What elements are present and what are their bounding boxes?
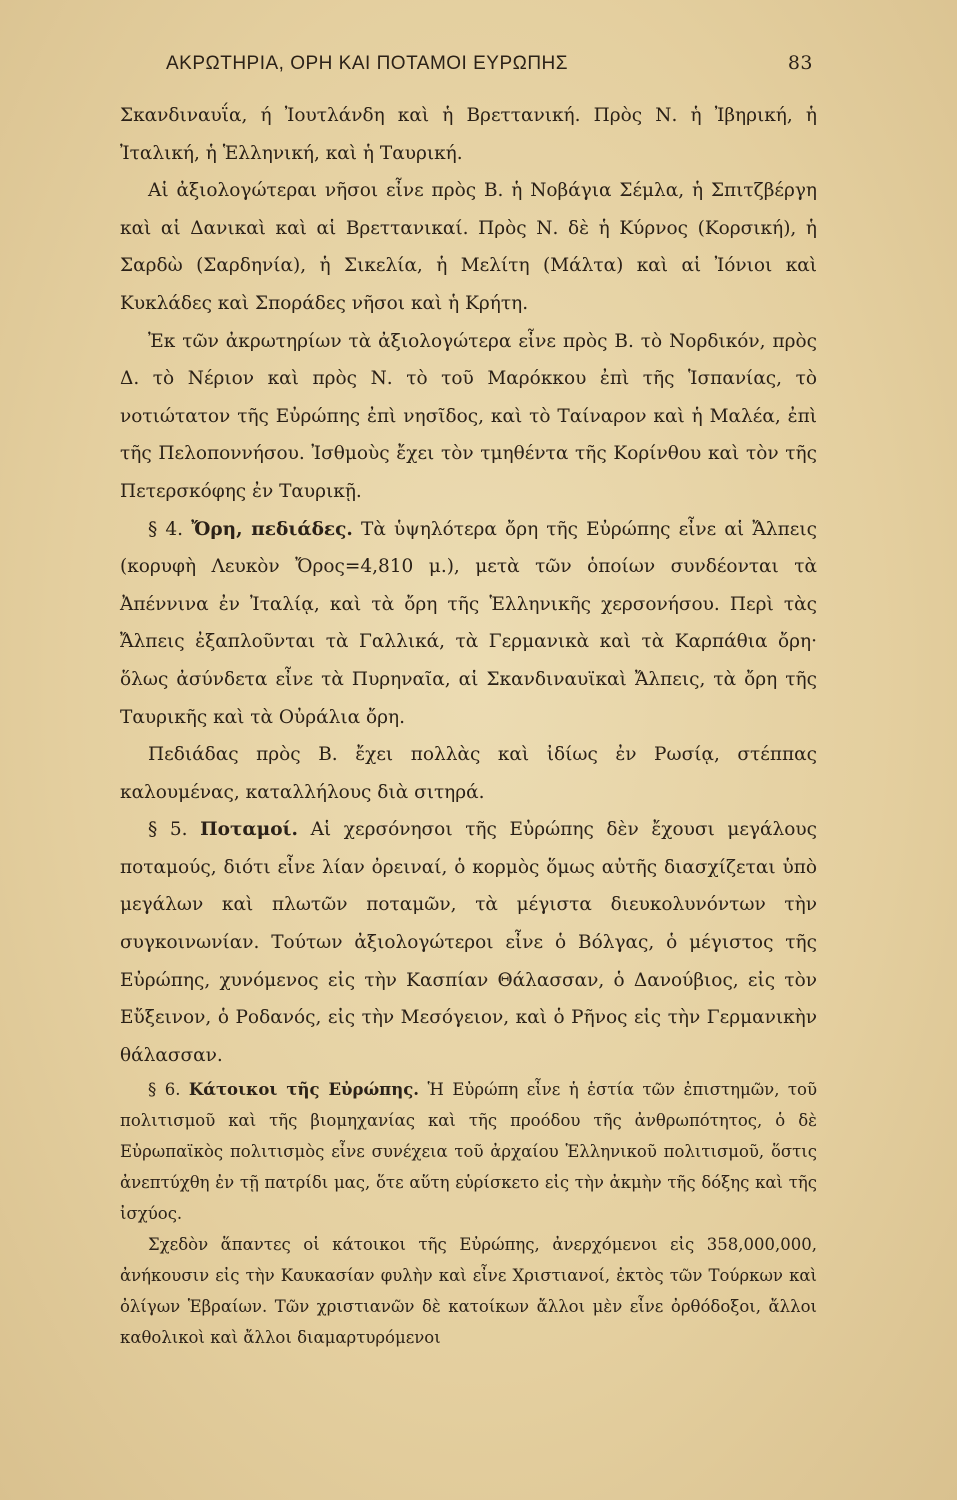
paragraph-rivers: § 5. Ποταμοί. Αἱ χερσόνησοι τῆς Εὐρώπης δὲν ἔχουσι μεγάλους ποταμούς, διότι εἶνε λίαν ὀρειναί, ὁ κορμὸς ὅμως αὐτῆς διασχίζεται ὑπὸ μεγάλων καὶ πλωτῶν ποταμῶν, τὰ μέγιστα διευκολυνόντων τὴν συγκοινωνίαν. Τούτων ἀξιολογώτεροι εἶνε ὁ Βόλγας, ὁ μέγιστος τῆς Εὐρώπης, χυνόμενος εἰς τὴν Κασπίαν Θάλασσαν, ὁ Δανούβιος, εἰς τὸν Εὔξεινον, ὁ Ροδανός, εἰς τὴν Μεσόγειον, καὶ ὁ Ρῆνος εἰς τὴν Γερμανικὴν θάλασσαν. bbox=[120, 819, 817, 1066]
running-title: ΑΚΡΩΤΗΡΙΑ, ΟΡΗ ΚΑΙ ΠΟΤΑΜΟΙ ΕΥΡΩΠΗΣ bbox=[166, 53, 569, 74]
section-title-mountains: Ὄρη, πεδιάδες. bbox=[191, 518, 353, 540]
section-number: § 4. bbox=[148, 518, 184, 540]
page-number: 83 bbox=[787, 52, 813, 74]
paragraph-population: Σχεδὸν ἅπαντες οἱ κάτοικοι τῆς Εὐρώπης, ἀνερχόμενοι εἰς 358,000,000, ἀνήκουσιν εἰς τὴν Καυκασίαν φυλὴν καὶ εἶνε Χριστιανοί, ἐκτὸς τῶν Τούρκων καὶ ὀλίγων Ἑβραίων. Τῶν χριστιανῶν δὲ κατοίκων ἄλλοι μὲν εἶνε ὀρθόδοξοι, ἄλλοι καθολικοὶ καὶ ἄλλοι διαμαρτυρόμενοι bbox=[120, 1235, 817, 1348]
paragraph-islands: Αἱ ἀξιολογώτεραι νῆσοι εἶνε πρὸς Β. ἡ Νοβάγια Σέμλα, ἡ Σπιτζβέργη καὶ αἱ Δανικαὶ καὶ αἱ Βρεττανικαί. Πρὸς Ν. δὲ ἡ Κύρνος (Κορσική), ἡ Σαρδὼ (Σαρδηνία), ἡ Σικελία, ἡ Μελίτη (Μάλτα) καὶ αἱ Ἰόνιοι καὶ Κυκλάδες καὶ Σποράδες νῆσοι καὶ ἡ Κρήτη. bbox=[120, 180, 817, 314]
running-header bbox=[120, 52, 817, 75]
paragraph-peninsulas: Σκανδιναυΐα, ή Ἰουτλάνδη καὶ ἡ Βρεττανική. Πρὸς Ν. ἡ Ἰβηρική, ἡ Ἰταλική, ἡ Ἑλληνική, καὶ ἡ Ταυρική. bbox=[120, 105, 817, 164]
section-title-rivers: Ποταμοί. bbox=[200, 819, 298, 841]
paragraph-capes: Ἐκ τῶν ἀκρωτηρίων τὰ ἀξιολογώτερα εἶνε πρὸς Β. τὸ Νορδικόν, πρὸς Δ. τὸ Νέριον καὶ πρὸς Ν. τὸ τοῦ Μαρόκκου ἐπὶ τῆς Ἱσπανίας, τὸ νοτιώτατον τῆς Εὐρώπης ἐπὶ νησῖδος, καὶ τὸ Ταίναρον καὶ ἡ Μαλέα, ἐπὶ τῆς Πελοποννήσου. Ἰσθμοὺς ἔχει τὸν τμηθέντα τῆς Κορίνθου καὶ τὸν τῆς Πετερσκόφης ἐν Ταυρικῇ. bbox=[120, 330, 817, 502]
paragraph-plains: Πεδιάδας πρὸς Β. ἔχει πολλὰς καὶ ἰδίως ἐν Ρωσίᾳ, στέππας καλουμένας, καταλλήλους διὰ σιτηρά. bbox=[120, 744, 817, 803]
section-title-inhabitants: Κάτοικοι τῆς Εὐρώπης. bbox=[188, 1080, 420, 1100]
section-number: § 6. bbox=[148, 1080, 181, 1100]
section-number: § 5. bbox=[148, 819, 188, 841]
paragraph-inhabitants: § 6. Κάτοικοι τῆς Εὐρώπης. Ἡ Εὐρώπη εἶνε ἡ ἑστία τῶν ἐπιστημῶν, τοῦ πολιτισμοῦ καὶ τῆς βιομηχανίας καὶ τῆς προόδου τῆς ἀνθρωπότητος, ὁ δὲ Εὐρωπαϊκὸς πολιτισμὸς εἶνε συνέχεια τοῦ ἀρχαίου Ἑλληνικοῦ πολιτισμοῦ, ὅστις ἀνεπτύχθη ἐν τῇ πατρίδι μας, ὅτε αὕτη εὑρίσκετο εἰς τὴν ἀκμὴν τῆς δόξης καὶ τῆς ἰσχύος. bbox=[120, 1080, 817, 1224]
paragraph-mountains: § 4. Ὄρη, πεδιάδες. Τὰ ὑψηλότερα ὄρη τῆς Εὐρώπης εἶνε αἱ Ἄλπεις (κορυφὴ Λευκὸν Ὄρος=4,810 μ.), μετὰ τῶν ὁποίων συνδέονται τὰ Ἀπέννινα ἐν Ἰταλίᾳ, καὶ τὰ ὄρη τῆς Ἑλληνικῆς χερσονήσου. Περὶ τὰς Ἄλπεις ἐξαπλοῦνται τὰ Γαλλικά, τὰ Γερμανικὰ καὶ τὰ Καρπάθια ὄρη· ὅλως ἀσύνδετα εἶνε τὰ Πυρηναῖα, αἱ Σκανδιναυϊκαὶ Ἄλπεις, τὰ ὄρη τῆς Ταυρικῆς καὶ τὰ Οὐράλια ὄρη. bbox=[120, 518, 817, 728]
